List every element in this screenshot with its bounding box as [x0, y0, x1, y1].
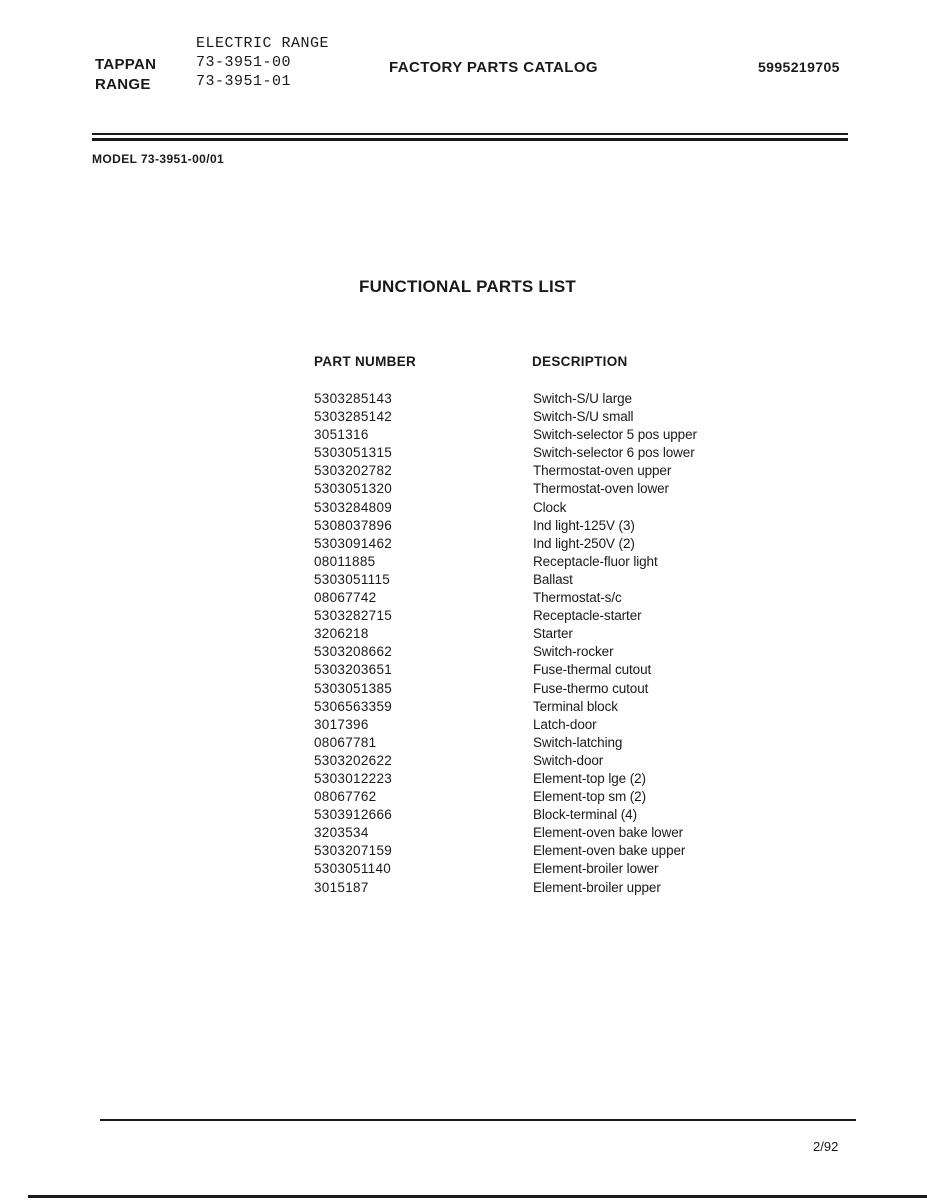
- table-row: [314, 716, 734, 734]
- table-row: [314, 553, 734, 571]
- part-number: 5306563359: [314, 698, 393, 714]
- model-code-2: 73-3951-01: [196, 73, 292, 90]
- table-row: [314, 535, 734, 553]
- table-row: [314, 824, 734, 842]
- table-row: [314, 589, 734, 607]
- part-description: Switch-selector 6 pos lower: [533, 445, 695, 461]
- part-number: 5303284809: [314, 499, 393, 515]
- part-description: Switch-S/U large: [533, 391, 632, 406]
- table-row: [314, 752, 734, 770]
- table-row: [314, 499, 734, 517]
- table-row: [314, 408, 734, 426]
- header-rule-top: [92, 133, 848, 135]
- brand-name: TAPPAN: [95, 56, 157, 73]
- part-number: 08067781: [314, 734, 377, 750]
- table-row: [314, 625, 734, 643]
- part-description: Block-terminal (4): [533, 807, 637, 823]
- part-description: Ballast: [533, 571, 573, 587]
- part-description: Terminal block: [533, 698, 618, 714]
- part-description: Starter: [533, 626, 573, 642]
- table-row: [314, 517, 734, 535]
- table-row: [314, 661, 734, 679]
- table-row: [314, 426, 734, 444]
- part-description: Switch-door: [533, 752, 604, 768]
- part-description: Clock: [533, 499, 567, 515]
- part-number: 5303208662: [314, 644, 393, 660]
- part-number: 5303012223: [314, 770, 393, 786]
- table-row: [314, 734, 734, 752]
- part-description: Element-oven bake lower: [533, 825, 684, 841]
- model-line: MODEL 73-3951-00/01: [92, 152, 225, 166]
- part-number: 5303282715: [314, 608, 393, 624]
- part-description: Element-oven bake upper: [533, 843, 686, 859]
- part-description: Thermostat-oven upper: [533, 463, 672, 479]
- table-row: [314, 444, 734, 462]
- part-description: Thermostat-oven lower: [533, 481, 669, 497]
- part-number: 5303051315: [314, 445, 393, 461]
- footer-rule: [100, 1119, 856, 1121]
- part-number: 5303207159: [314, 843, 393, 859]
- part-number: 5303285143: [314, 391, 393, 406]
- part-number: 3206218: [314, 626, 369, 642]
- model-code-1: 73-3951-00: [196, 54, 292, 71]
- part-number: 08011885: [314, 553, 376, 569]
- part-number: 5303202622: [314, 752, 393, 768]
- part-number: 08067762: [314, 789, 377, 805]
- table-row: [314, 643, 734, 661]
- part-number: 3017396: [314, 716, 369, 732]
- part-number: 5303051115: [314, 571, 391, 587]
- part-description: Element-broiler upper: [533, 879, 661, 895]
- header-rule-bottom: [92, 138, 848, 141]
- list-title: FUNCTIONAL PARTS LIST: [359, 277, 577, 296]
- part-description: Receptacle-starter: [533, 608, 642, 624]
- part-number: 3203534: [314, 825, 369, 841]
- part-description: Switch-S/U small: [533, 409, 634, 425]
- part-description: Ind light-125V (3): [533, 517, 635, 533]
- scan-edge-rule: [28, 1195, 927, 1198]
- part-description: Element-top sm (2): [533, 789, 646, 805]
- part-description: Element-broiler lower: [533, 861, 659, 877]
- table-row: [314, 770, 734, 788]
- table-row: [314, 879, 734, 897]
- part-number: 08067742: [314, 590, 377, 606]
- table-row: [314, 571, 734, 589]
- part-number: 5303051385: [314, 680, 393, 696]
- part-description: Ind light-250V (2): [533, 535, 635, 551]
- part-description: Fuse-thermo cutout: [533, 680, 649, 696]
- catalog-number: 5995219705: [758, 59, 840, 75]
- table-row: [314, 842, 734, 860]
- part-number: 3051316: [314, 427, 369, 443]
- table-row: [314, 462, 734, 480]
- part-number: 3015187: [314, 879, 369, 895]
- page-date: 2/92: [813, 1139, 839, 1154]
- table-row: [314, 680, 734, 698]
- catalog-title: FACTORY PARTS CATALOG: [389, 59, 598, 76]
- part-number: 5303285142: [314, 409, 393, 425]
- part-description: Latch-door: [533, 716, 597, 732]
- part-number: 5303912666: [314, 807, 393, 823]
- table-row: [314, 480, 734, 498]
- table-row: [314, 607, 734, 625]
- parts-list: [314, 390, 734, 897]
- part-number: 5308037896: [314, 517, 393, 533]
- part-number: 5303091462: [314, 535, 393, 551]
- part-description: Receptacle-fluor light: [533, 553, 658, 569]
- column-header-description: DESCRIPTION: [532, 354, 628, 369]
- product-type: ELECTRIC RANGE: [196, 35, 330, 52]
- table-row: [314, 698, 734, 716]
- part-description: Element-top lge (2): [533, 770, 646, 786]
- table-row: [314, 806, 734, 824]
- part-number: 5303202782: [314, 463, 393, 479]
- part-number: 5303051140: [314, 861, 392, 877]
- part-description: Switch-rocker: [533, 644, 614, 660]
- part-number: 5303051320: [314, 481, 393, 497]
- part-number: 5303203651: [314, 662, 393, 678]
- part-description: Switch-selector 5 pos upper: [533, 427, 697, 443]
- table-row: [314, 390, 734, 408]
- part-description: Fuse-thermal cutout: [533, 662, 652, 678]
- table-row: [314, 860, 734, 878]
- column-header-part-number: PART NUMBER: [314, 354, 417, 369]
- brand-category: RANGE: [95, 76, 151, 93]
- part-description: Switch-latching: [533, 734, 623, 750]
- part-description: Thermostat-s/c: [533, 590, 622, 606]
- table-row: [314, 788, 734, 806]
